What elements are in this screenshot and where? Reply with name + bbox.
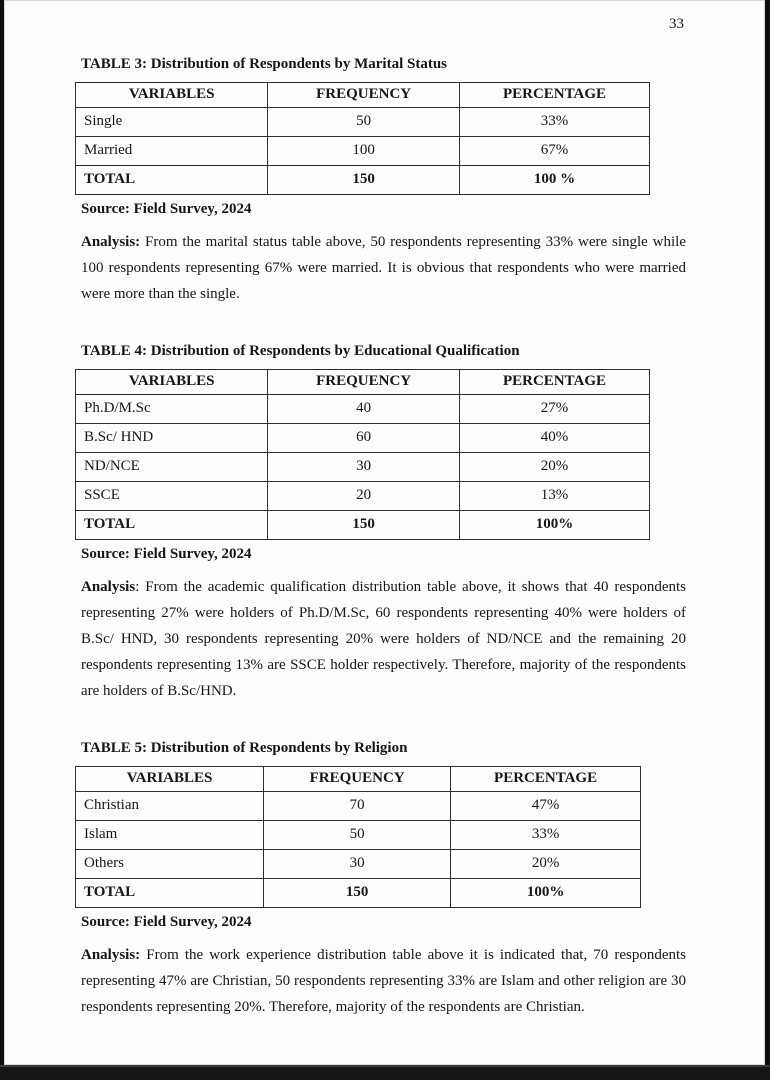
cell-total-label: TOTAL bbox=[76, 511, 268, 540]
viewport-bottom-bar bbox=[0, 1065, 770, 1080]
analysis-paragraph bbox=[81, 574, 686, 704]
analysis-paragraph bbox=[81, 229, 686, 307]
cell-frequency: 50 bbox=[268, 108, 460, 137]
column-header-variables: VARIABLES bbox=[76, 83, 268, 108]
cell-frequency: 30 bbox=[264, 850, 451, 879]
cell-percentage: 40% bbox=[459, 424, 649, 453]
table-row bbox=[76, 821, 641, 850]
table5-religion bbox=[75, 766, 641, 908]
column-header-percentage: PERCENTAGE bbox=[451, 767, 641, 792]
analysis-text: : From the academic qualification distribution table above, it shows that 40 respondents representing 27% were holders of Ph.D/M.Sc, 60 respondents representing 40% were holders of B.Sc/ HND, 30 respondents representing 20% were holders of ND/NCE and the remaining 20 respondents representing 13% are SSCE holder respectively. Therefore, majority of the respondents are holders of B.Sc/HND. bbox=[81, 579, 686, 699]
table-total-row bbox=[76, 166, 650, 195]
source-note: Source: Field Survey, 2024 bbox=[81, 914, 252, 930]
document-page bbox=[4, 0, 765, 1065]
cell-variable: B.Sc/ HND bbox=[76, 424, 268, 453]
table-header-row bbox=[76, 370, 650, 395]
cell-variable: Islam bbox=[76, 821, 264, 850]
analysis-label: Analysis: bbox=[81, 234, 141, 250]
table-header-row bbox=[76, 767, 641, 792]
cell-total-label: TOTAL bbox=[76, 879, 264, 908]
table4-title: TABLE 4: Distribution of Respondents by Educational Qualification bbox=[81, 343, 520, 359]
table-row bbox=[76, 424, 650, 453]
cell-total-percentage: 100% bbox=[459, 511, 649, 540]
analysis-label: Analysis: bbox=[81, 947, 141, 963]
cell-variable: Others bbox=[76, 850, 264, 879]
cell-frequency: 30 bbox=[268, 453, 460, 482]
cell-frequency: 20 bbox=[268, 482, 460, 511]
column-header-percentage: PERCENTAGE bbox=[459, 370, 649, 395]
cell-percentage: 13% bbox=[459, 482, 649, 511]
cell-total-frequency: 150 bbox=[264, 879, 451, 908]
cell-frequency: 40 bbox=[268, 395, 460, 424]
table-row bbox=[76, 453, 650, 482]
cell-frequency: 70 bbox=[264, 792, 451, 821]
analysis-text: From the work experience distribution table above it is indicated that, 70 respondents representing 47% are Christian, 50 respondents representing 33% are Islam and other religion are 30 respondents representing 20%. Therefore, majority of the respondents are Christian. bbox=[81, 947, 686, 1015]
cell-percentage: 33% bbox=[459, 108, 649, 137]
table-row bbox=[76, 137, 650, 166]
analysis-text: From the marital status table above, 50 respondents representing 33% were single while 100 respondents representing 67% were married. It is obvious that respondents who were married were more than the single. bbox=[81, 234, 686, 302]
cell-total-label: TOTAL bbox=[76, 166, 268, 195]
table3-title: TABLE 3: Distribution of Respondents by Marital Status bbox=[81, 56, 448, 72]
cell-variable: ND/NCE bbox=[76, 453, 268, 482]
column-header-frequency: FREQUENCY bbox=[268, 370, 460, 395]
cell-frequency: 60 bbox=[268, 424, 460, 453]
section-religion bbox=[81, 739, 686, 1020]
table-row bbox=[76, 850, 641, 879]
cell-variable: SSCE bbox=[76, 482, 268, 511]
table3-marital-status bbox=[75, 82, 650, 195]
table-total-row bbox=[76, 511, 650, 540]
table4-educational-qualification bbox=[75, 369, 650, 540]
cell-frequency: 50 bbox=[264, 821, 451, 850]
cell-total-percentage: 100 % bbox=[459, 166, 649, 195]
table-row bbox=[76, 792, 641, 821]
analysis-label: Analysis bbox=[81, 579, 136, 595]
cell-variable: Christian bbox=[76, 792, 264, 821]
column-header-percentage: PERCENTAGE bbox=[459, 83, 649, 108]
table-total-row bbox=[76, 879, 641, 908]
table-row bbox=[76, 108, 650, 137]
cell-percentage: 20% bbox=[459, 453, 649, 482]
cell-percentage: 67% bbox=[459, 137, 649, 166]
cell-total-frequency: 150 bbox=[268, 511, 460, 540]
source-note: Source: Field Survey, 2024 bbox=[81, 201, 252, 217]
column-header-variables: VARIABLES bbox=[76, 767, 264, 792]
table-row bbox=[76, 482, 650, 511]
cell-variable: Single bbox=[76, 108, 268, 137]
cell-total-percentage: 100% bbox=[451, 879, 641, 908]
cell-variable: Ph.D/M.Sc bbox=[76, 395, 268, 424]
cell-total-frequency: 150 bbox=[268, 166, 460, 195]
cell-percentage: 27% bbox=[459, 395, 649, 424]
cell-percentage: 33% bbox=[451, 821, 641, 850]
analysis-paragraph bbox=[81, 942, 686, 1020]
section-educational-qualification bbox=[81, 342, 686, 704]
cell-percentage: 20% bbox=[451, 850, 641, 879]
section-marital-status bbox=[81, 55, 686, 307]
cell-percentage: 47% bbox=[451, 792, 641, 821]
column-header-variables: VARIABLES bbox=[76, 370, 268, 395]
cell-frequency: 100 bbox=[268, 137, 460, 166]
column-header-frequency: FREQUENCY bbox=[264, 767, 451, 792]
cell-variable: Married bbox=[76, 137, 268, 166]
table5-title: TABLE 5: Distribution of Respondents by Religion bbox=[81, 740, 408, 756]
table-header-row bbox=[76, 83, 650, 108]
source-note: Source: Field Survey, 2024 bbox=[81, 546, 252, 562]
page-number: 33 bbox=[669, 16, 684, 32]
table-row bbox=[76, 395, 650, 424]
column-header-frequency: FREQUENCY bbox=[268, 83, 460, 108]
